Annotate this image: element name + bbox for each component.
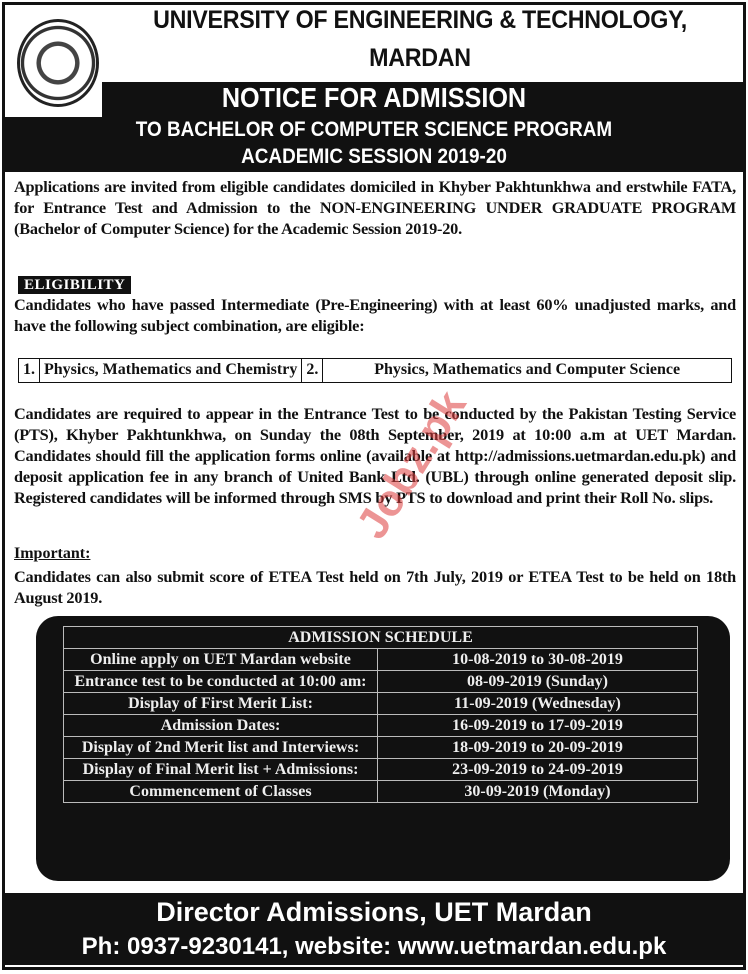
- program-title: TO BACHELOR OF COMPUTER SCIENCE PROGRAM: [135, 118, 613, 141]
- admission-schedule: [36, 616, 730, 881]
- event-cell: Display of 2nd Merit list and Interviews:: [64, 737, 378, 759]
- footer-director: Director Admissions, UET Mardan: [156, 897, 592, 927]
- date-cell: 30-09-2019 (Monday): [378, 781, 698, 803]
- watermark: Jobz.pk: [347, 382, 476, 548]
- university-city: MARDAN: [369, 44, 471, 72]
- logo-area: [5, 5, 102, 117]
- date-cell: 10-08-2019 to 30-08-2019: [378, 649, 698, 671]
- event-cell: Entrance test to be conducted at 10:00 am:: [64, 671, 378, 693]
- schedule-title: ADMISSION SCHEDULE: [64, 627, 698, 649]
- event-cell: Display of Final Merit list + Admissions:: [64, 759, 378, 781]
- table-row: [64, 759, 698, 781]
- table-row: [64, 715, 698, 737]
- event-cell: Commencement of Classes: [64, 781, 378, 803]
- notice-title: NOTICE FOR ADMISSION: [221, 82, 527, 113]
- event-cell: Display of First Merit List:: [64, 693, 378, 715]
- date-cell: 08-09-2019 (Sunday): [378, 671, 698, 693]
- date-cell: 18-09-2019 to 20-09-2019: [378, 737, 698, 759]
- university-name: UNIVERSITY OF ENGINEERING & TECHNOLOGY,: [153, 6, 687, 34]
- option-text: Physics, Mathematics and Computer Science: [374, 361, 681, 378]
- test-paragraph: Candidates are required to appear in the Entrance Test to be conducted by the Pakistan Testing Service (PTS), Khyber Pakhtunkhwa, on Sunday the 08th September, 2019 at 10:00 a.m at UET Mardan. Candidates should fill the application forms online (available at http://admissions.uetmardan.edu.pk) and deposit application fee in any branch of United Bank Ltd. (UBL) through online generated deposit slip. Registered candidates will be informed through SMS by PTS to download and print their Roll No. slips.: [14, 404, 736, 507]
- subject-combinations: [18, 358, 732, 383]
- table-row: [64, 649, 698, 671]
- table-row: [64, 671, 698, 693]
- table-row: [64, 693, 698, 715]
- footer-contact: Ph: 0937-9230141, website: www.uetmardan.edu.pk: [81, 933, 667, 960]
- intro-paragraph: Applications are invited from eligible candidates domiciled in Khyber Pakhtunkhwa and erstwhile FATA, for Entrance Test and Admission to the NON-ENGINEERING UNDER GRADUATE PROGRAM (Bachelor of Computer Science) for the Academic Session 2019-20.: [14, 177, 736, 238]
- eligibility-text: Candidates who have passed Intermediate (Pre-Engineering) with at least 60% unadjusted marks, and have the following subject combination, are eligible:: [14, 295, 736, 335]
- eligibility-heading: ELIGIBILITY: [18, 276, 131, 294]
- table-row: [64, 737, 698, 759]
- option-number: 1.: [19, 359, 40, 382]
- date-cell: 23-09-2019 to 24-09-2019: [378, 759, 698, 781]
- event-cell: Admission Dates:: [64, 715, 378, 737]
- notice-banner: [5, 82, 743, 172]
- option-number: 2.: [302, 359, 323, 382]
- university-seal-logo: [17, 19, 99, 107]
- table-row: [64, 781, 698, 803]
- option-text: Physics, Mathematics and Chemistry: [40, 359, 302, 382]
- important-text: Candidates can also submit score of ETEA Test held on 7th July, 2019 or ETEA Test to be held on 18th August 2019.: [14, 567, 736, 607]
- important-heading: Important:: [14, 545, 91, 562]
- event-cell: Online apply on UET Mardan website: [64, 649, 378, 671]
- footer-banner: [5, 893, 743, 965]
- schedule-table: [63, 626, 698, 803]
- session-title: ACADEMIC SESSION 2019-20: [241, 145, 507, 168]
- date-cell: 11-09-2019 (Wednesday): [378, 693, 698, 715]
- date-cell: 16-09-2019 to 17-09-2019: [378, 715, 698, 737]
